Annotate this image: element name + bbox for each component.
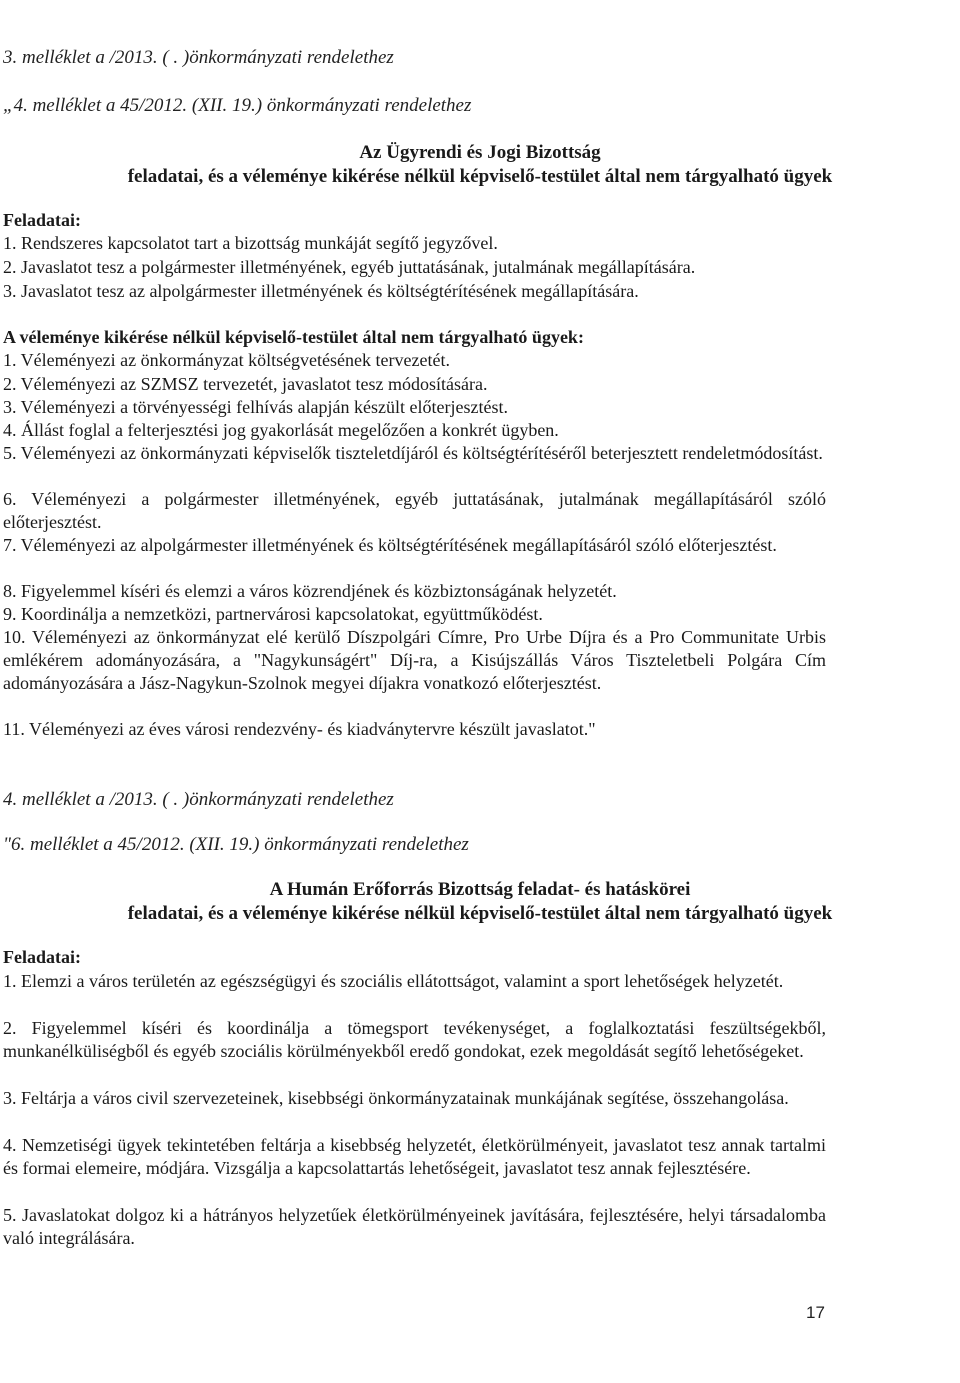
task-item: 5. Javaslatokat dolgoz ki a hátrányos helyzetűek életkörülményeinek javítására, fejlesztésére, helyi társadalomba való integrálására. [3,1205,826,1248]
opinion-item: 5. Véleményezi az önkormányzati képviselők tiszteletdíjáról és költségtérítéséről beterjesztett rendeletmódosítást. [3,443,823,463]
annex-header-line: „4. melléklet a 45/2012. (XII. 19.) önkormányzati rendelethez [3,95,472,116]
task-item: 1. Elemzi a város területén az egészségügyi és szociális ellátottságot, valamint a sport lehetőségek helyzetét. [3,971,784,991]
annex-header-line: 3. melléklet a /2013. ( . )önkormányzati rendelethez [3,47,394,68]
task-item: 2. Figyelemmel kíséri és koordinálja a tömegsport tevékenységet, a foglalkoztatási feszültségekből, munkanélküliségből és egyéb szociális körülményekből eredő gondokat, ezek megoldását segítő lehetőségeket. [3,1018,826,1061]
opinion-item: 2. Véleményezi az SZMSZ tervezetét, javaslatot tesz módosítására. [3,374,488,394]
annex-header-line: 4. melléklet a /2013. ( . )önkormányzati rendelethez [3,789,394,810]
opinion-item: 3. Véleményezi a törvényességi felhívás alapján készült előterjesztést. [3,397,508,417]
opinion-item: 6. Véleményezi a polgármester illetményének, egyéb juttatásának, jutalmának megállapításáról szóló előterjesztést. [3,489,826,532]
opinion-item: 8. Figyelemmel kíséri és elemzi a város közrendjének és közbiztonságának helyzetét. [3,581,617,601]
task-item: 2. Javaslatot tesz a polgármester illetményének, egyéb juttatásának, jutalmának megállapítására. [3,257,696,277]
task-item: 3. Feltárja a város civil szervezeteinek, kisebbségi önkormányzatainak munkájának segítése, összehangolása. [3,1088,789,1108]
committee-title: Az Ügyrendi és Jogi Bizottság [359,142,601,163]
tasks-label: Feladatai: [3,210,81,230]
opinion-item: 10. Véleményezi az önkormányzat elé kerülő Díszpolgári Címre, Pro Urbe Díjra és a Pro Communitate Urbis emlékérem adományozására, a "Nagykunságért" Díj-ra, a Kisújszállás Város Tiszteletbeli Polgára Cím adományozására a Jász-Nagykun-Szolnok megyei díjakra vonatkozó előterjesztést. [3,627,826,693]
opinion-item: 9. Koordinálja a nemzetközi, partnervárosi kapcsolatokat, együttműködést. [3,604,543,624]
tasks-label: Feladatai: [3,947,81,967]
committee-subtitle: feladatai, és a véleménye kikérése nélkül képviselő-testület által nem tárgyalható ügyek [127,903,833,924]
task-item: 4. Nemzetiségi ügyek tekintetében feltárja a kisebbség helyzetét, életkörülményeit, javaslatot tesz annak tartalmi és formai elemeire, módjára. Vizsgálja a kapcsolattartás lehetőségeit, javaslatot tesz annak fejlesztésére. [3,1135,826,1178]
task-item: 3. Javaslatot tesz az alpolgármester illetményének és költségtérítésének megállapítására. [3,281,639,301]
opinion-item: 11. Véleményezi az éves városi rendezvény- és kiadványtervre készült javaslatot." [3,719,596,739]
committee-subtitle: feladatai, és a véleménye kikérése nélkül képviselő-testület által nem tárgyalható ügyek [127,166,833,187]
opinion-item: 1. Véleményezi az önkormányzat költségvetésének tervezetét. [3,350,450,370]
committee-title: A Humán Erőforrás Bizottság feladat- és hatáskörei [269,879,691,900]
task-item: 1. Rendszeres kapcsolatot tart a bizottság munkáját segítő jegyzővel. [3,233,498,253]
opinion-item: 7. Véleményezi az alpolgármester illetményének és költségtérítésének megállapításáról szóló előterjesztést. [3,535,777,555]
opinion-heading: A véleménye kikérése nélkül képviselő-testület által nem tárgyalható ügyek: [3,327,584,347]
opinion-item: 4. Állást foglal a felterjesztési jog gyakorlását megelőzően a konkrét ügyben. [3,420,559,440]
annex-header-line: "6. melléklet a 45/2012. (XII. 19.) önkormányzati rendelethez [3,834,469,855]
page-number: 17 [806,1303,825,1322]
